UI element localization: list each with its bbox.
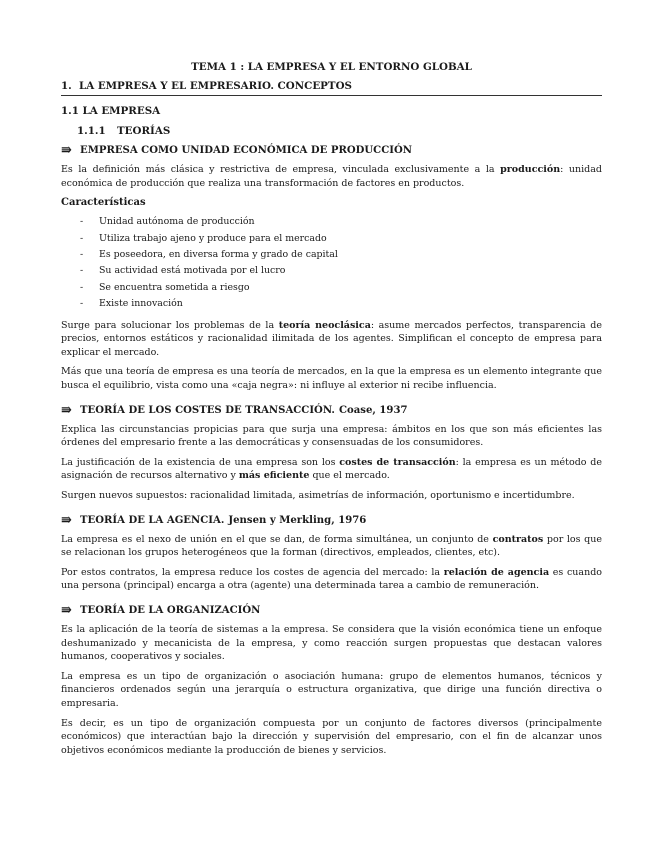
bold-term: más eficiente (238, 470, 310, 482)
paragraph (61, 456, 602, 483)
text-run: es cuando una persona (principal) encarga a otra (agente) una determinada tarea a cambio de remuneración. (61, 566, 602, 592)
theory-title: TEORÍA DE LA AGENCIA. (80, 514, 225, 526)
paragraph (61, 319, 602, 360)
text-run: : la empresa es un método de asignación de recursos alternativo y (61, 456, 602, 482)
paragraph: La empresa es un tipo de organización o asociación humana: grupo de elementos humanos, técnicos y financieros ordenados según una jerarquía o estructura organizativa, que dirige una función directiva o empresaria. (61, 670, 602, 709)
paragraph: Es la aplicación de la teoría de sistemas a la empresa. Se considera que la visión económica tiene un enfoque deshumanizado y mecanicista de la empresa, y como reacción surgen propuestas que destacan valores humanos, cooperativos y sociales. (61, 623, 602, 663)
subsection-heading: 1.1 LA EMPRESA (61, 105, 161, 117)
text-run: por los que se relacionan los grupos heterogéneos que la forman (directivos, empleados, clientes, etc). (61, 533, 603, 559)
characteristics-label: Características (61, 197, 146, 209)
text-run: que el mercado. (309, 470, 390, 482)
subsubsection-text: TEORÍAS (117, 125, 171, 137)
text-run: : unidad económica de producción que realiza una transformación de factores en productos. (61, 164, 602, 189)
theory-heading-transaction-costs (61, 404, 602, 418)
list-item: - Unidad autónoma de producción (80, 214, 602, 230)
theory-title: EMPRESA COMO UNIDAD ECONÓMICA DE PRODUCCIÓN (80, 145, 412, 156)
bold-term: teoría neoclásica (278, 319, 371, 331)
theory-title: TEORÍA DE LOS COSTES DE TRANSACCIÓN. (80, 404, 335, 416)
right-double-arrow-icon: ⇛ (61, 512, 72, 528)
list-item: - Es poseedora, en diversa forma y grado de capital (80, 247, 602, 263)
paragraph: Explica las circunstancias propicias para que surja una empresa: ámbitos en los que son más eficientes las órdenes del empresario frente a las democráticas y consensuadas de los consumidores. (61, 423, 602, 449)
theory-author: Coase, 1937 (338, 404, 408, 416)
list-item: - Su actividad está motivada por el lucro (80, 263, 602, 279)
section-heading-text: LA EMPRESA Y EL EMPRESARIO. CONCEPTOS (79, 80, 352, 92)
paragraph (61, 566, 602, 593)
text-run: Es la definición más clásica y restrictiva de empresa, vinculada exclusivamente a la (61, 164, 501, 175)
text-run: La justificación de la existencia de una empresa son los (61, 456, 340, 468)
theory-heading-organization (61, 604, 602, 618)
text-run: : asume mercados perfectos, transparencia de precios, entornos estáticos y racionalidad ilimitada de los agentes. Simplifican el concepto de empresa para explicar el mercado. (61, 319, 602, 358)
right-double-arrow-icon: ⇛ (61, 402, 72, 418)
bold-term: relación de agencia (443, 566, 550, 578)
section-number: 1. (61, 80, 72, 92)
text-run: Surge para solucionar los problemas de la (61, 319, 279, 331)
characteristics-list (61, 214, 602, 312)
right-double-arrow-icon: ⇛ (61, 602, 72, 618)
text-run: La empresa es el nexo de unión en el que se dan, de forma simultánea, un conjunto de (61, 533, 493, 545)
bold-term: producción (500, 164, 561, 175)
list-item: - Existe innovación (80, 296, 602, 312)
paragraph: Más que una teoría de empresa es una teoría de mercados, en la que la empresa es un elemento integrante que busca el equilibrio, vista como una «caja negra»: ni influye al exterior ni recibe influencia. (61, 366, 602, 391)
list-item: - Se encuentra sometida a riesgo (80, 280, 602, 296)
theory-title: TEORÍA DE LA ORGANIZACIÓN (80, 604, 261, 616)
paragraph: Es decir, es un tipo de organización compuesta por un conjunto de factores diversos (principalmente económicos) que interactúan bajo la dirección y supervisión del empresario, con el fin de alcanzar unos objetivos económicos mediante la producción de bienes y servicios. (61, 717, 602, 756)
theory-heading-agency (61, 514, 602, 528)
paragraph (61, 533, 602, 560)
bold-term: costes de transacción (339, 456, 456, 468)
section-heading-1 (61, 79, 602, 96)
text-run: Por estos contratos, la empresa reduce los costes de agencia del mercado: la (61, 566, 444, 578)
document-page (61, 60, 602, 763)
subsubsection-number: 1.1.1 (77, 125, 106, 137)
paragraph: Surgen nuevos supuestos: racionalidad limitada, asimetrías de información, oportunismo e incertidumbre. (61, 489, 575, 501)
bold-term: contratos (492, 533, 544, 545)
subsubsection-heading (77, 124, 602, 138)
list-item: - Utiliza trabajo ajeno y produce para el mercado (80, 231, 602, 247)
right-double-arrow-icon: ⇛ (61, 143, 72, 158)
theory-author: Jensen y Merkling, 1976 (228, 514, 367, 526)
paragraph (61, 163, 602, 190)
document-title: TEMA 1 : LA EMPRESA Y EL ENTORNO GLOBAL (191, 61, 472, 73)
theory-heading-production (61, 144, 602, 158)
